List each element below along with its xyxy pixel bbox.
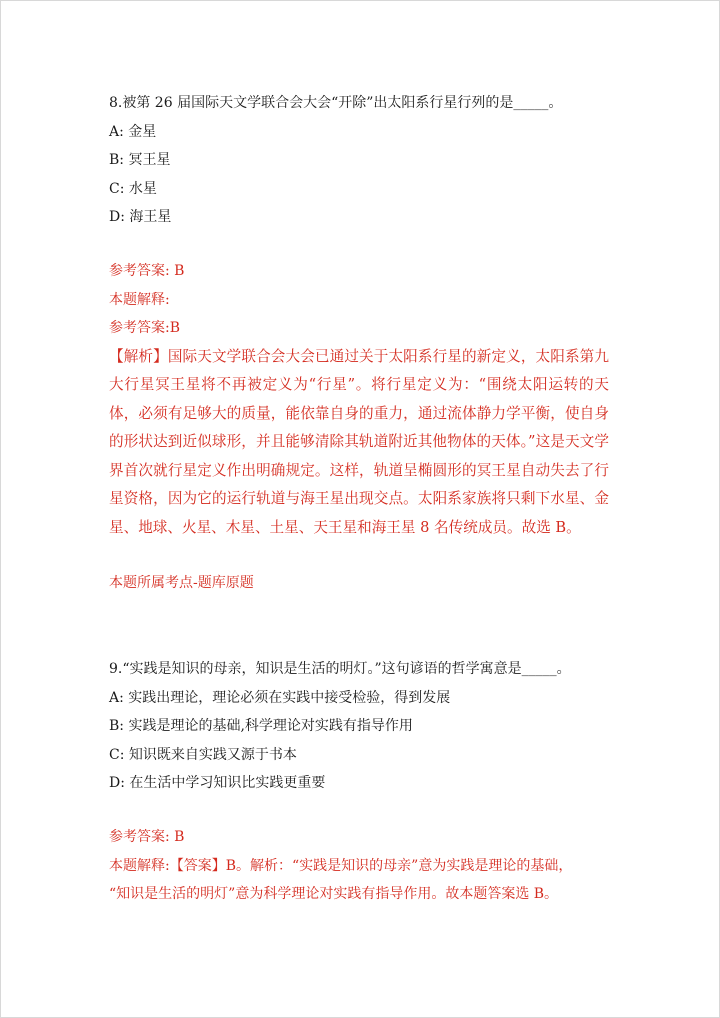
- question-8-answer-block: [109, 257, 609, 542]
- question-8-knowledge-point-block: [109, 571, 609, 595]
- question-9-explain-line-2: “知识是生活的明灯”意为科学理论对实践有指导作用。故本题答案选 B。: [109, 886, 559, 902]
- question-8-option-a: A: 金星: [109, 123, 157, 140]
- question-9-stem: 9.“实践是知识的母亲，知识是生活的明灯。”这句谚语的哲学寓意是_____。: [109, 661, 571, 677]
- question-8-explain-label: 本题解释:: [109, 291, 170, 308]
- question-9-option-c: C: 知识既来自实践又源于书本: [109, 746, 297, 763]
- question-8-option-d: D: 海王星: [109, 209, 172, 225]
- question-8-analysis: 【解析】国际天文学联合会大会已通过关于太阳系行星的新定义，太阳系第九大行星冥王星将不再被定义为“行星”。将行星定义为：“围绕太阳运转的天体，必须有足够大的质量，能依靠自身的重力，通过流体静力学平衡，使自身的形状达到近似球形，并且能够清除其轨道附近其他物体的天体。”这是天文学界首次就行星定义作出明确规定。这样，轨道呈椭圆形的冥王星自动失去了行星资格，因为它的运行轨道与海王星出现交点。太阳系家族将只剩下水星、金星、地球、火星、木星、土星、天王星和海王星 8 名传统成员。故选 B。: [109, 347, 609, 536]
- question-8-option-b: B: 冥王星: [109, 152, 171, 168]
- question-8: [109, 89, 609, 232]
- question-8-answer-repeat: 参考答案:B: [109, 320, 181, 336]
- question-9-explain-line-1: 本题解释:【答案】B。解析：“实践是知识的母亲”意为实践是理论的基础，: [109, 857, 573, 874]
- question-9-answer-block: [109, 823, 609, 909]
- question-9-answer: 参考答案: B: [109, 829, 185, 845]
- question-8-option-c: C: 水星: [109, 180, 157, 197]
- question-9-option-a: A: 实践出理论，理论必须在实践中接受检验，得到发展: [109, 689, 451, 706]
- question-9-option-b: B: 实践是理论的基础,科学理论对实践有指导作用: [109, 718, 413, 734]
- question-9-option-d: D: 在生活中学习知识比实践更重要: [109, 775, 326, 791]
- question-8-knowledge-point: 本题所属考点-题库原题: [109, 575, 254, 591]
- question-9: [109, 655, 609, 798]
- question-8-stem: 8.被第 26 届国际天文学联合会大会“开除”出太阳系行星行列的是_____。: [109, 95, 563, 111]
- question-8-answer: 参考答案: B: [109, 263, 185, 279]
